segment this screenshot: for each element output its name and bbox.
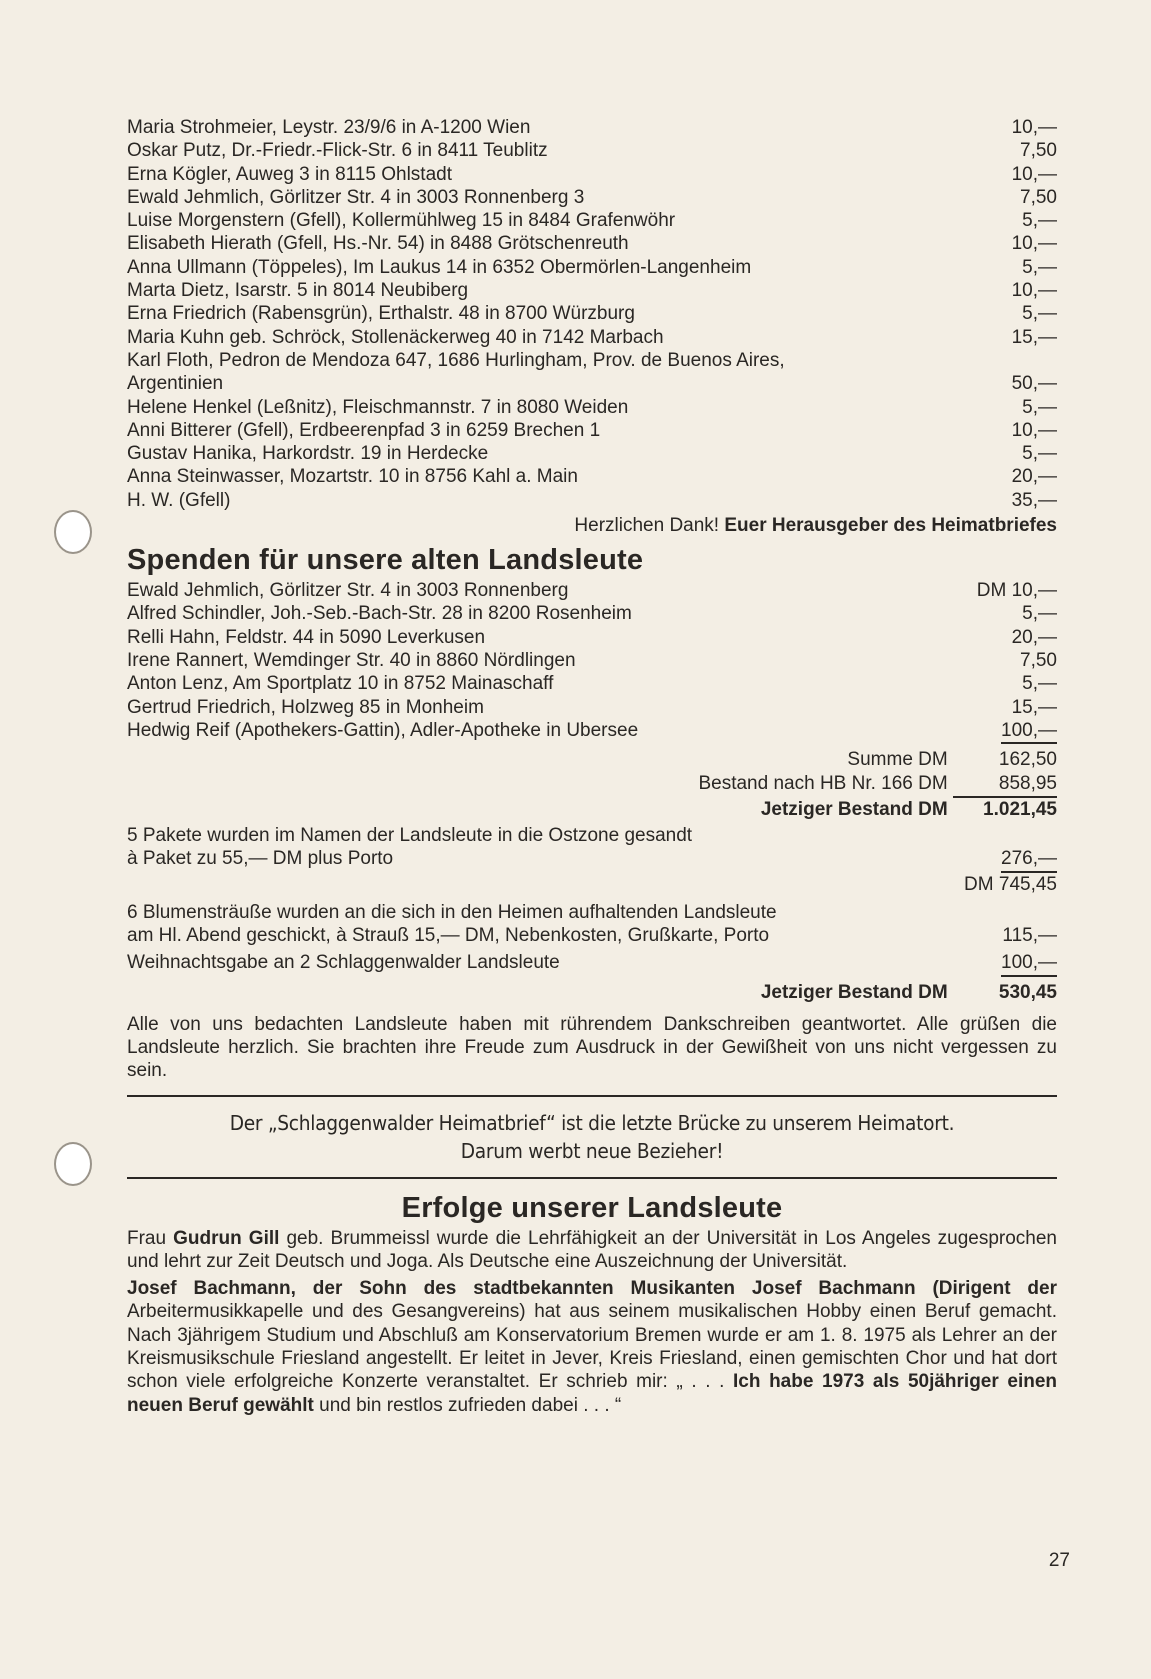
jetziger-bestand-1: Jetziger Bestand DM 1.021,45 (760, 799, 1057, 821)
punch-hole-top (54, 510, 92, 554)
blumen-line1: 6 Blumensträuße wurden an die sich in den Heimen aufhaltenden Landsleute (127, 901, 777, 923)
donor-row: Erna Friedrich (Rabensgrün), Erthalstr. 48 in 8700 Würzburg 5,— (127, 303, 1057, 325)
donor-list (127, 116, 1057, 512)
donor-row: Ewald Jehmlich, Görlitzer Str. 4 in 3003 Ronnenberg 3 7,50 (127, 186, 1057, 208)
donor-row: Marta Dietz, Isarstr. 5 in 8014 Neubiberg 10,— (127, 280, 1057, 302)
jetziger-bestand-2: Jetziger Bestand DM 530,45 (760, 981, 1057, 1003)
weihnacht-line: Weihnachtsgabe an 2 Schlaggenwalder Landsleute 100,— (127, 951, 1057, 976)
rest-line: DM 745,45 (964, 873, 1057, 895)
donor-row-floth: Karl Floth, Pedron de Mendoza 647, 1686 Hurlingham, Prov. de Buenos Aires, (127, 349, 785, 371)
punch-hole-bottom (54, 1142, 92, 1186)
page-content (127, 116, 1057, 1417)
notice-line-1: Der „Schlaggenwalder Heimatbrief“ ist die letzte Brücke zu unserem Heimatort. (229, 1110, 955, 1135)
pakete-line2: à Paket zu 55,— DM plus Porto 276,— (127, 847, 1057, 872)
bestand-line: Bestand nach HB Nr. 166 DM 858,95 (127, 772, 1057, 798)
section-title-erfolge: Erfolge unserer Landsleute (401, 1191, 783, 1224)
pakete-line1: 5 Pakete wurden im Namen der Landsleute in die Ostzone gesandt (127, 825, 693, 847)
page-number: 27 (1048, 1550, 1070, 1571)
donor-row-floth-cont: Argentinien 50,— (127, 373, 1057, 395)
donor-row: Luise Morgenstern (Gfell), Kollermühlweg 15 in 8484 Grafenwöhr 5,— (127, 210, 1057, 232)
spenden-row: Hedwig Reif (Apothekers-Gattin), Adler-Apotheke in Ubersee 100,— (127, 719, 1057, 744)
closing-paragraph: Alle von uns bedachten Landsleute haben mit rührendem Dankschreiben geantwortet. Alle grüßen die Landsleute herzlich. Sie brachten ihre Freude zum Ausdruck in der Gewißheit von uns nicht vergessen zu sein. (127, 1013, 1057, 1082)
donor-row: Erna Kögler, Auweg 3 in 8115 Ohlstadt 10,— (127, 163, 1057, 185)
donor-row: Helene Henkel (Leßnitz), Fleischmannstr. 7 in 8080 Weiden 5,— (127, 396, 1057, 418)
section-title-spenden: Spenden für unsere alten Landsleute (127, 544, 644, 577)
spenden-row: Anton Lenz, Am Sportplatz 10 in 8752 Mainaschaff 5,— (127, 673, 1057, 695)
spenden-row: Gertrud Friedrich, Holzweg 85 in Monheim 15,— (127, 696, 1057, 718)
divider-bottom (127, 1177, 1057, 1179)
donor-row: Maria Kuhn geb. Schröck, Stollenäckerweg 40 in 7142 Marbach 15,— (127, 326, 1057, 348)
donor-row: Gustav Hanika, Harkordstr. 19 in Herdecke 5,— (127, 443, 1057, 465)
donor-row: Maria Strohmeier, Leystr. 23/9/6 in A-1200 Wien 10,— (127, 117, 1057, 138)
spenden-row: Ewald Jehmlich, Görlitzer Str. 4 in 3003 Ronnenberg DM 10,— (127, 580, 1057, 602)
donor-row: Anni Bitterer (Gfell), Erdbeerenpfad 3 in 6259 Brechen 1 10,— (127, 419, 1057, 441)
spenden-row: Relli Hahn, Feldstr. 44 in 5090 Leverkusen 20,— (127, 626, 1057, 648)
donor-row: Oskar Putz, Dr.-Friedr.-Flick-Str. 6 in 8411 Teublitz 7,50 (127, 140, 1057, 162)
summe-line: Summe DM 162,50 (847, 749, 1057, 771)
donor-row: H. W. (Gfell) 35,— (127, 489, 1057, 511)
donor-row: Anna Ullmann (Töppeles), Im Laukus 14 in 6352 Obermörlen-Langenheim 5,— (127, 256, 1057, 278)
spenden-row: Alfred Schindler, Joh.-Seb.-Bach-Str. 28 in 8200 Rosenheim 5,— (127, 603, 1057, 625)
spenden-list (127, 579, 1057, 744)
donor-row: Elisabeth Hierath (Gfell, Hs.-Nr. 54) in 8488 Grötschenreuth 10,— (127, 233, 1057, 255)
divider-top (127, 1095, 1057, 1097)
blumen-line2: am Hl. Abend geschickt, à Strauß 15,— DM, Nebenkosten, Grußkarte, Porto 115,— (127, 925, 1057, 947)
bachmann-paragraph: Josef Bachmann, der Sohn des stadtbekannten Musikanten Josef Bachmann (Dirigent der Arbeitermusikkapelle und des Gesangvereins) hat aus seinem musikalischen Hobby einen Beruf gemacht. Nach 3jährigem Studium und Abschluß am Konservatorium Bremen wurde er am 1. 8. 1975 als Lehrer an der Kreismusikschule Friesland angestellt. Er leitet in Jever, Kreis Friesland, einen gemischten Chor und hat dort schon viele erfolgreiche Konzerte veranstaltet. Er schrieb mir: „ . . . Ich habe 1973 als 50jähriger einen neuen Beruf gewählt und bin restlos zufrieden dabei . . . “ (127, 1278, 1058, 1416)
thanks-line: Herzlichen Dank! Euer Herausgeber des Heimatbriefes (574, 515, 1057, 537)
gill-paragraph: Frau Gudrun Gill geb. Brummeissl wurde die Lehrfähigkeit an der Universität in Los Angeles zugesprochen und lehrt zur Zeit Deutsch und Joga. Als Deutsche eine Auszeichnung der Universität. (127, 1227, 1057, 1272)
notice-line-2: Darum werbt neue Bezieher! (460, 1138, 724, 1163)
spenden-row: Irene Rannert, Wemdinger Str. 40 in 8860 Nördlingen 7,50 (127, 649, 1057, 671)
donor-row: Anna Steinwasser, Mozartstr. 10 in 8756 Kahl a. Main 20,— (127, 466, 1057, 488)
